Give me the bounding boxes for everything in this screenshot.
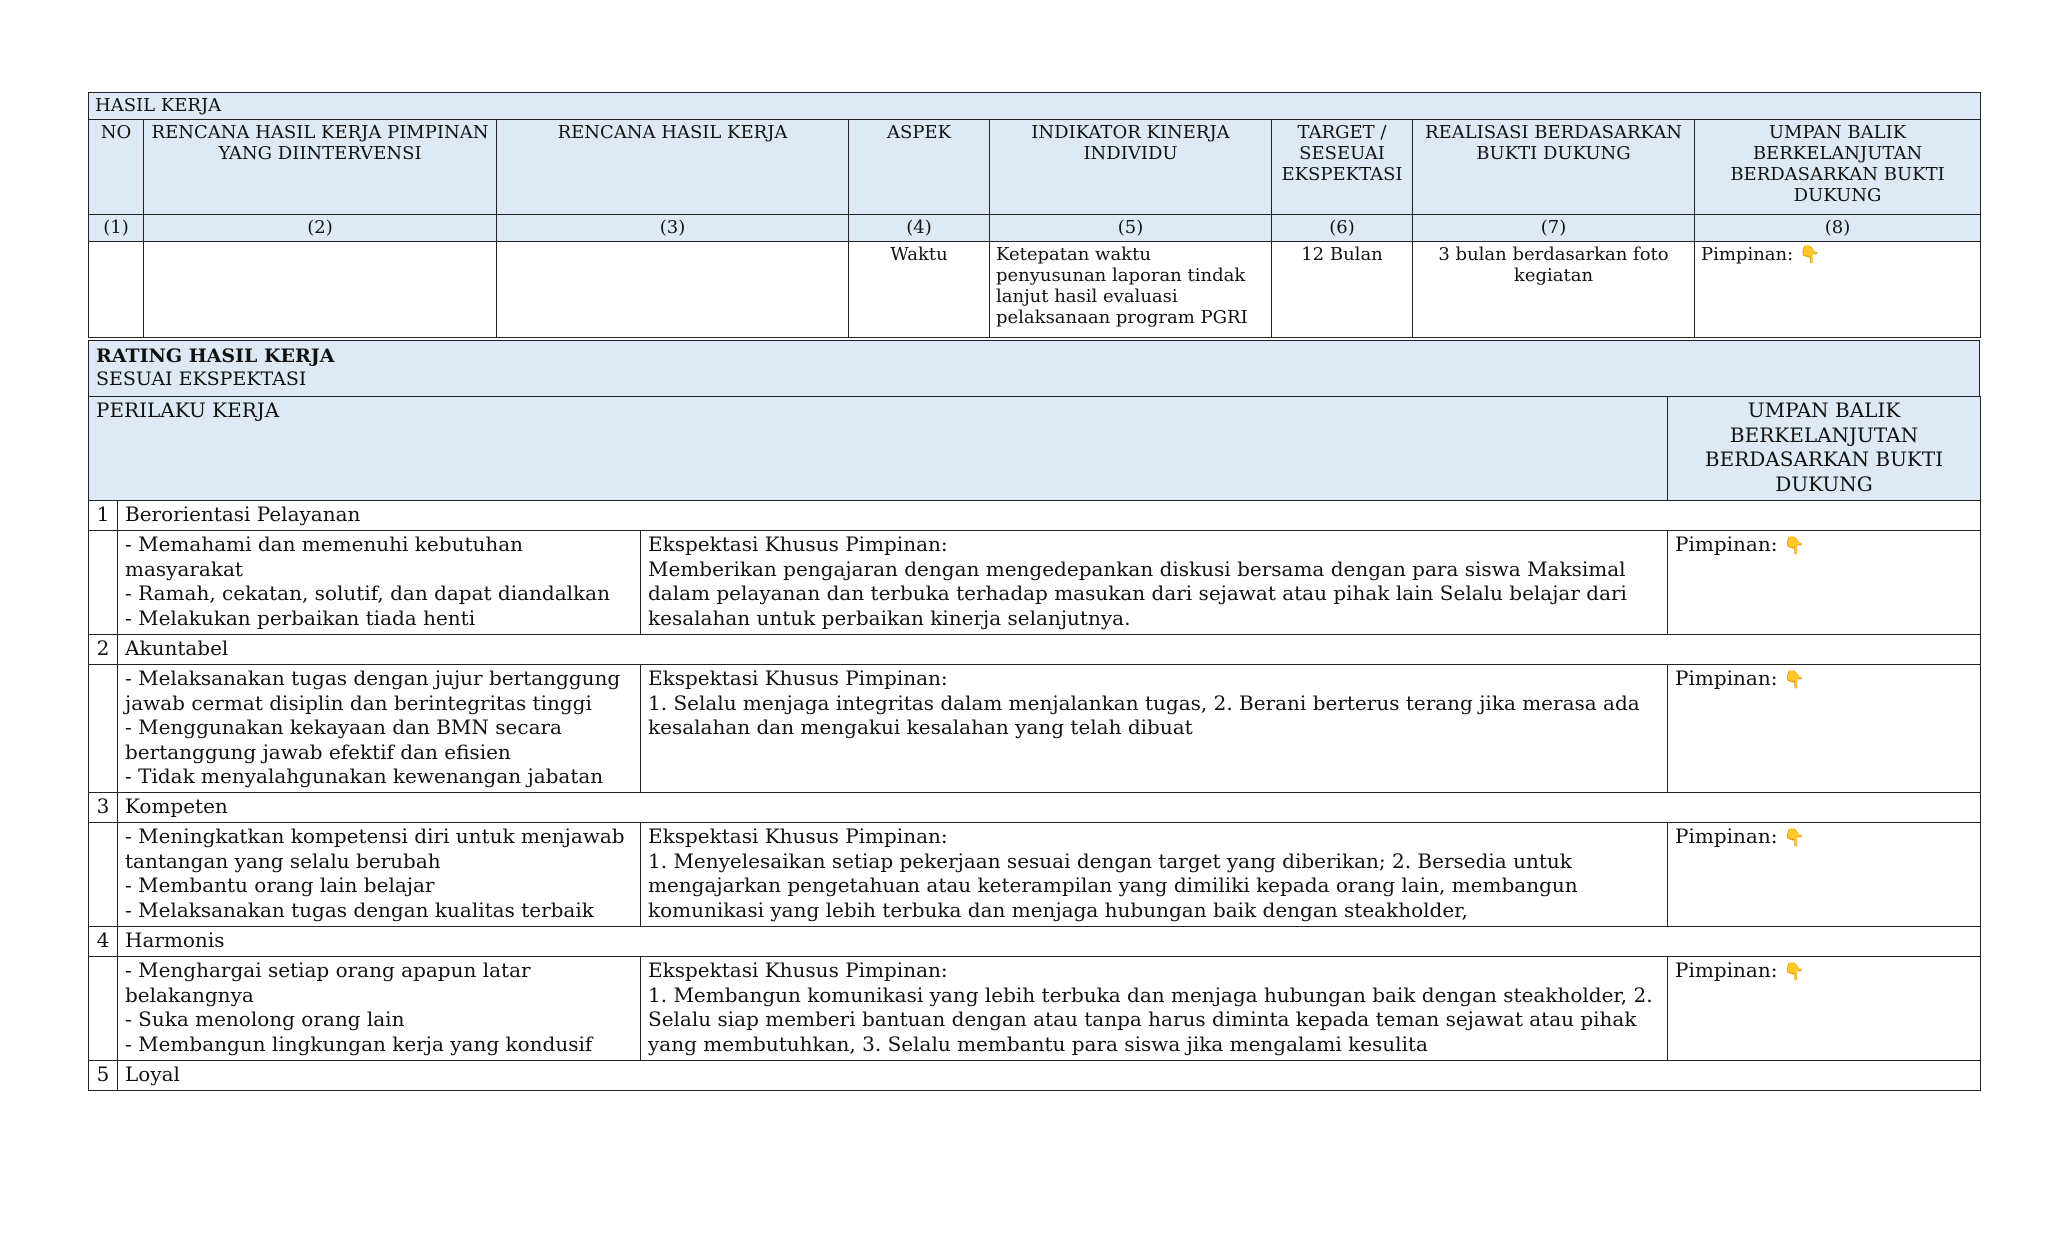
- hand-pointing-down-icon: 👇: [1798, 245, 1821, 265]
- hand-pointing-down-icon: 👇: [1783, 536, 1805, 556]
- row-indikator: Ketepatan waktu penyusunan laporan tindak lanjut hasil evaluasi pelaksanaan program PGRI: [990, 242, 1272, 338]
- behavior-points: [118, 665, 641, 793]
- col-number: (2): [144, 215, 497, 242]
- col-number: (5): [990, 215, 1272, 242]
- behavior-detail-row: [89, 957, 1981, 1061]
- behavior-points: [118, 531, 641, 635]
- pimpinan-label: Pimpinan:: [1675, 958, 1778, 982]
- header-realisasi: REALISASI BERDASARKAN BUKTI DUKUNG: [1413, 120, 1695, 215]
- header-rencana: RENCANA HASIL KERJA: [497, 120, 849, 215]
- row-rencana: [497, 242, 849, 338]
- pimpinan-label: Pimpinan:: [1675, 666, 1778, 690]
- behavior-header-row: [89, 501, 1981, 531]
- hasil-kerja-title: HASIL KERJA: [89, 93, 1981, 120]
- rating-title: RATING HASIL KERJA: [96, 345, 335, 367]
- behavior-point: - Membangun lingkungan kerja yang kondusif: [125, 1031, 593, 1056]
- behavior-number: 3: [89, 793, 118, 823]
- behavior-point: - Meningkatkan kompetensi diri untuk menjawab tantangan yang selalu berubah: [125, 824, 625, 873]
- behavior-number: 5: [89, 1061, 118, 1091]
- row-umpan-balik: [1695, 242, 1981, 338]
- behavior-points: [118, 823, 641, 927]
- col-number: (3): [497, 215, 849, 242]
- behavior-number: 4: [89, 927, 118, 957]
- table-row: [89, 242, 1981, 338]
- behavior-points: [118, 957, 641, 1061]
- col-number: (6): [1272, 215, 1413, 242]
- behavior-point: - Suka menolong orang lain: [125, 1007, 405, 1031]
- pimpinan-label: Pimpinan:: [1675, 532, 1778, 556]
- behavior-name: Harmonis: [118, 927, 1981, 957]
- behavior-header-row: [89, 635, 1981, 665]
- behavior-name: Kompeten: [118, 793, 1981, 823]
- ekspektasi-text: Memberikan pengajaran dengan mengedepankan diskusi bersama dengan para siswa Maksimal dalam pelayanan dan terbuka terhadap masukan dari sejawat atau pihak lain Selalu belajar dari kesalahan untuk perbaikan kinerja selanjutnya.: [648, 556, 1627, 630]
- row-rencana-pimpinan: [144, 242, 497, 338]
- hand-pointing-down-icon: 👇: [1783, 828, 1805, 848]
- header-no: NO: [89, 120, 144, 215]
- pimpinan-label: Pimpinan:: [1675, 824, 1778, 848]
- behavior-point: - Memahami dan memenuhi kebutuhan masyarakat: [125, 532, 524, 581]
- ekspektasi-cell: [641, 823, 1668, 927]
- behavior-header-row: [89, 1061, 1981, 1091]
- behavior-point: - Melaksanakan tugas dengan kualitas terbaik: [125, 897, 594, 922]
- behavior-name: Akuntabel: [118, 635, 1981, 665]
- behavior-name: Loyal: [118, 1061, 1981, 1091]
- pimpinan-label: Pimpinan:: [1701, 244, 1794, 265]
- behavior-point: - Tidak menyalahgunakan kewenangan jabatan: [125, 764, 604, 788]
- col-number: (8): [1695, 215, 1981, 242]
- col-number: (7): [1413, 215, 1695, 242]
- perilaku-kerja-table: [88, 396, 1981, 1091]
- row-target: 12 Bulan: [1272, 242, 1413, 338]
- behavior-number: 1: [89, 501, 118, 531]
- ekspektasi-label: Ekspektasi Khusus Pimpinan:: [648, 824, 948, 848]
- header-aspek: ASPEK: [849, 120, 990, 215]
- ekspektasi-text: 1. Selalu menjaga integritas dalam menjalankan tugas, 2. Berani berterus terang jika merasa ada kesalahan dan mengakui kesalahan yang telah dibuat: [648, 690, 1640, 739]
- col-number: (4): [849, 215, 990, 242]
- header-target: TARGET / SESEUAI EKSPEKTASI: [1272, 120, 1413, 215]
- row-no: [89, 242, 144, 338]
- header-indikator: INDIKATOR KINERJA INDIVIDU: [990, 120, 1272, 215]
- behavior-number: 2: [89, 635, 118, 665]
- header-umpan-balik: UMPAN BALIK BERKELANJUTAN BERDASARKAN BUKTI DUKUNG: [1695, 120, 1981, 215]
- behavior-detail-row: [89, 665, 1981, 793]
- feedback-cell: [1668, 531, 1981, 635]
- behavior-point: - Menggunakan kekayaan dan BMN secara bertanggung jawab efektif dan efisien: [125, 715, 562, 764]
- rating-cell: [89, 341, 1980, 397]
- empty-cell: [89, 957, 118, 1061]
- ekspektasi-text: 1. Menyelesaikan setiap pekerjaan sesuai dengan target yang diberikan; 2. Bersedia untuk mengajarkan pengetahuan atau keterampilan yang dimiliki kepada orang lain, membangun komunikasi yang lebih terbuka dan menjaga hubungan baik dengan steakholder,: [648, 848, 1578, 922]
- ekspektasi-label: Ekspektasi Khusus Pimpinan:: [648, 532, 948, 556]
- empty-cell: [89, 823, 118, 927]
- ekspektasi-text: 1. Membangun komunikasi yang lebih terbuka dan menjaga hubungan baik dengan steakholder, 2. Selalu siap memberi bantuan dengan atau tanpa harus diminta kepada teman sejawat atau pihak yang membutuhkan, 3. Selalu membantu para siswa jika mengalami kesulita: [648, 982, 1653, 1056]
- ekspektasi-label: Ekspektasi Khusus Pimpinan:: [648, 958, 948, 982]
- row-realisasi: 3 bulan berdasarkan foto kegiatan: [1413, 242, 1695, 338]
- behavior-point: - Melaksanakan tugas dengan jujur bertanggung jawab cermat disiplin dan berintegritas tinggi: [125, 666, 621, 715]
- ekspektasi-label: Ekspektasi Khusus Pimpinan:: [648, 666, 948, 690]
- behavior-point: - Membantu orang lain belajar: [125, 873, 435, 897]
- feedback-cell: [1668, 665, 1981, 793]
- behavior-name: Berorientasi Pelayanan: [118, 501, 1981, 531]
- behavior-point: - Ramah, cekatan, solutif, dan dapat diandalkan: [125, 581, 610, 605]
- feedback-cell: [1668, 957, 1981, 1061]
- hand-pointing-down-icon: 👇: [1783, 962, 1805, 982]
- behavior-detail-row: [89, 823, 1981, 927]
- ekspektasi-cell: [641, 665, 1668, 793]
- behavior-point: - Melakukan perbaikan tiada henti: [125, 605, 476, 630]
- header-rencana-pimpinan: RENCANA HASIL KERJA PIMPINAN YANG DIINTERVENSI: [144, 120, 497, 215]
- rating-value: SESUAI EKSPEKTASI: [96, 368, 307, 390]
- behavior-detail-row: [89, 531, 1981, 635]
- behavior-header-row: [89, 793, 1981, 823]
- hasil-kerja-table: [88, 92, 1981, 338]
- row-aspek: Waktu: [849, 242, 990, 338]
- feedback-cell: [1668, 823, 1981, 927]
- empty-cell: [89, 665, 118, 793]
- empty-cell: [89, 531, 118, 635]
- behavior-header-row: [89, 927, 1981, 957]
- perilaku-title: PERILAKU KERJA: [89, 397, 1668, 501]
- perilaku-feedback-header: UMPAN BALIK BERKELANJUTAN BERDASARKAN BUKTI DUKUNG: [1668, 397, 1981, 501]
- col-number: (1): [89, 215, 144, 242]
- hand-pointing-down-icon: 👇: [1783, 670, 1805, 690]
- ekspektasi-cell: [641, 957, 1668, 1061]
- behavior-point: - Menghargai setiap orang apapun latar belakangnya: [125, 958, 531, 1007]
- ekspektasi-cell: [641, 531, 1668, 635]
- rating-table: [88, 340, 1980, 397]
